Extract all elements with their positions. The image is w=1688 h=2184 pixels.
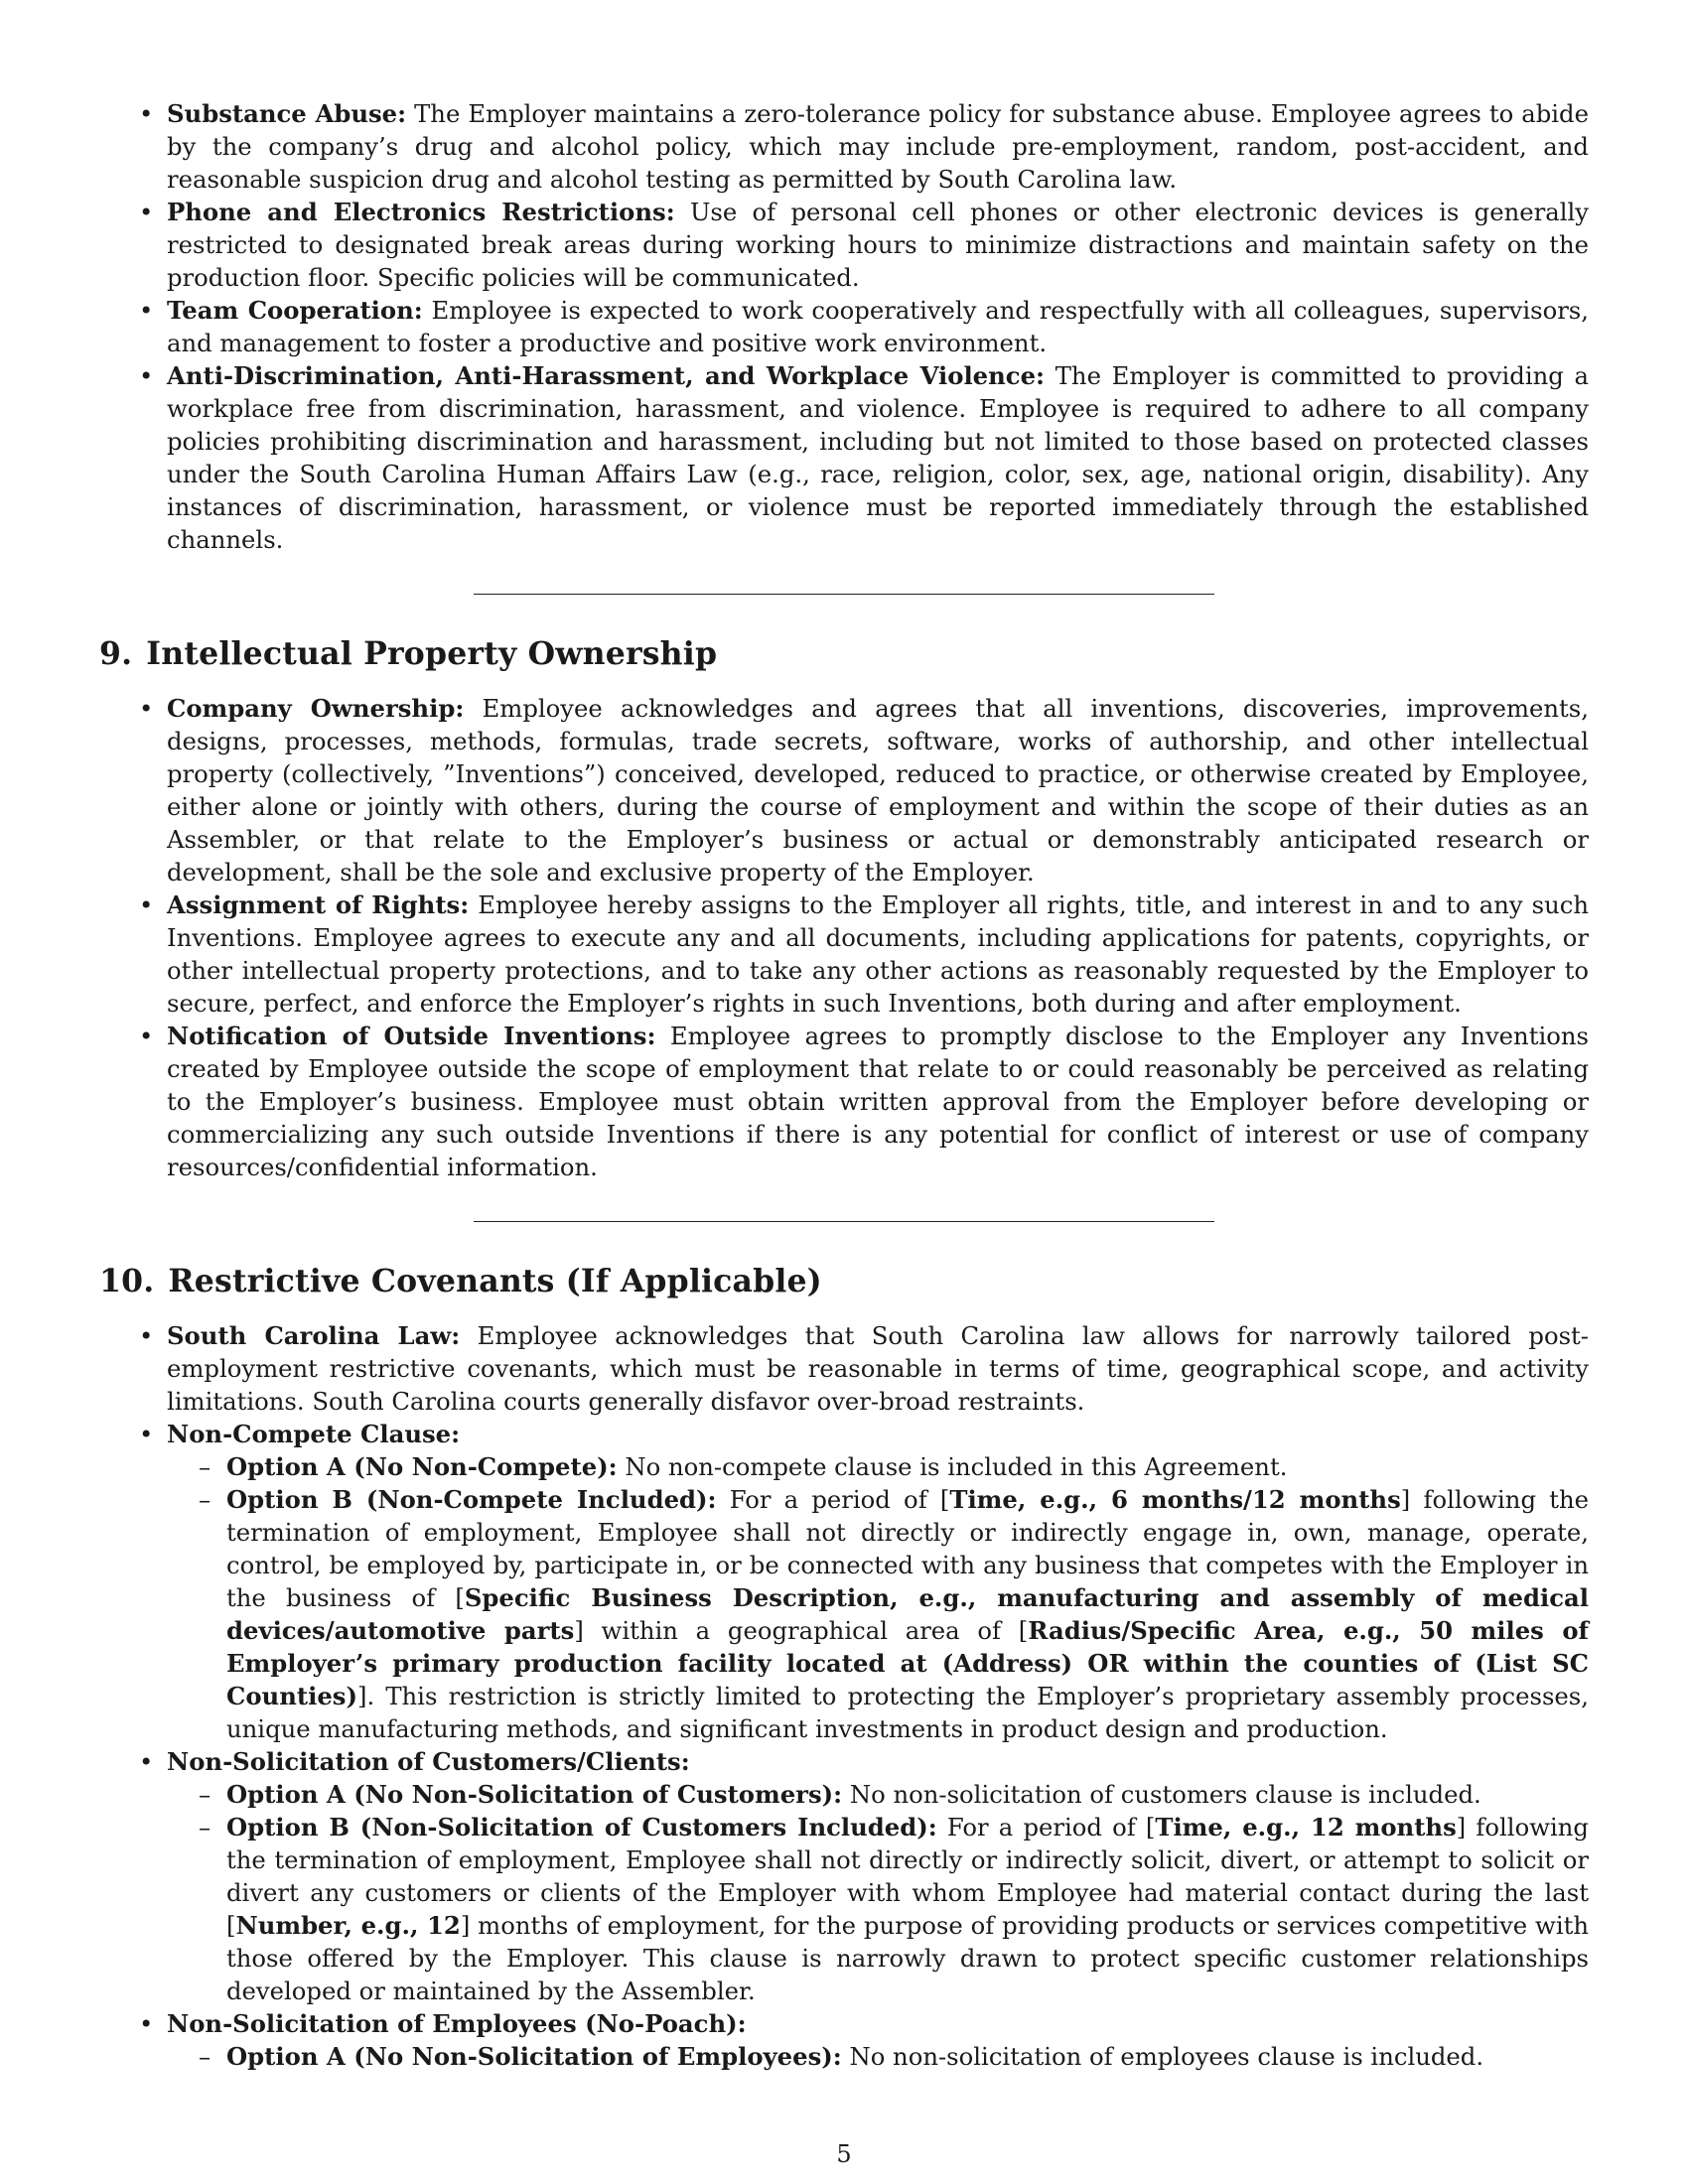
section-heading-10: 10. Restrictive Covenants (If Applicable) <box>99 1263 822 1299</box>
section-heading-9: 9. Intellectual Property Ownership <box>99 635 718 672</box>
conduct-policy-list <box>99 97 1589 556</box>
list-item: • Non-Solicitation of Employees (No-Poach): – Option A (No Non-Solicitation of Employees): No non-solicitation of employees clause is included. <box>167 2007 1589 2073</box>
employee-non-solicit-options <box>167 2040 1589 2073</box>
sub-list-item: – Option B (Non-Compete Included): For a period of [Time, e.g., 6 months/12 months] following the termination of employment, Employee shall not directly or indirectly engage in, own, manage, operate, control, be employed by, participate in, or be connected with any business that competes with the Employer in the business of [Specific Business Description, e.g., manufacturing and assembly of medical devices/automotive parts] within a geographical area of [Radius/Specific Area, e.g., 50 miles of Employer’s primary production facility located at (Address) OR within the counties of (List SC Counties)]. This restriction is strictly limited to protecting the Employer’s proprietary assembly processes, unique manufacturing methods, and significant investments in product design and production. <box>226 1483 1589 1745</box>
section-divider <box>474 594 1214 595</box>
list-item: • Substance Abuse: The Employer maintains a zero-tolerance policy for substance abuse. Employee agrees to abide by the company’s drug and alcohol policy, which may include pre-employment, random, post-accident, and reasonable suspicion drug and alcohol testing as permitted by South Carolina law. <box>167 97 1589 196</box>
list-item: • Notification of Outside Inventions: Employee agrees to promptly disclose to the Employer any Inventions created by Employee outside the scope of employment that relate to or could reasonably be perceived as relating to the Employer’s business. Employee must obtain written approval from the Employer before developing or commercializing any such outside Inventions if there is any potential for conflict of interest or use of company resources/confidential information. <box>167 1020 1589 1183</box>
ip-ownership-list <box>99 692 1589 1183</box>
non-compete-options <box>167 1450 1589 1745</box>
list-item: • South Carolina Law: Employee acknowledges that South Carolina law allows for narrowly tailored post-employment restrictive covenants, which must be reasonable in terms of time, geographical scope, and activity limitations. South Carolina courts generally disfavor over-broad restraints. <box>167 1319 1589 1418</box>
page-content <box>99 97 1589 2073</box>
section-divider <box>474 1221 1214 1222</box>
customer-non-solicit-options <box>167 1778 1589 2007</box>
sub-list-item: – Option A (No Non-Solicitation of Employees): No non-solicitation of employees clause is included. <box>226 2040 1589 2073</box>
page-number: 5 <box>836 2140 852 2168</box>
list-item: • Phone and Electronics Restrictions: Use of personal cell phones or other electronic devices is generally restricted to designated break areas during working hours to minimize distractions and maintain safety on the production floor. Specific policies will be communicated. <box>167 196 1589 294</box>
list-item: • Company Ownership: Employee acknowledges and agrees that all inventions, discoveries, improvements, designs, processes, methods, formulas, trade secrets, software, works of authorship, and other intellectual property (collectively, ”Inventions”) conceived, developed, reduced to practice, or otherwise created by Employee, either alone or jointly with others, during the course of employment and within the scope of their duties as an Assembler, or that relate to the Employer’s business or actual or demonstrably anticipated research or development, shall be the sole and exclusive property of the Employer. <box>167 692 1589 888</box>
sub-list-item: – Option B (Non-Solicitation of Customers Included): For a period of [Time, e.g., 12 months] following the termination of employment, Employee shall not directly or indirectly solicit, divert, or attempt to solicit or divert any customers or clients of the Employer with whom Employee had material contact during the last [Number, e.g., 12] months of employment, for the purpose of providing products or services competitive with those offered by the Employer. This clause is narrowly drawn to protect specific customer relationships developed or maintained by the Assembler. <box>226 1811 1589 2007</box>
list-item: • Assignment of Rights: Employee hereby assigns to the Employer all rights, title, and interest in and to any such Inventions. Employee agrees to execute any and all documents, including applications for patents, copyrights, or other intellectual property protections, and to take any other actions as reasonably requested by the Employer to secure, perfect, and enforce the Employer’s rights in such Inventions, both during and after employment. <box>167 888 1589 1020</box>
sub-list-item: – Option A (No Non-Compete): No non-compete clause is included in this Agreement. <box>226 1450 1589 1483</box>
list-item: • Non-Compete Clause: – Option A (No Non-Compete): No non-compete clause is included in this Agreement. – Option B (Non-Compete Included): For a period of [Time, e.g., 6 months/12 months] following the termination of employment, Employee shall not directly or indirectly engage in, own, manage, operate, control, be employed by, participate in, or be connected with any business that competes with the Employer in the business of [Specific Business Description, e.g., manufacturing and assembly of medical devices/automotive parts] within a geographical area of [Radius/Specific Area, e.g., 50 miles of Employer’s primary production facility located at (Address) OR within the counties of (List SC Counties)]. This restriction is strictly limited to protecting the Employer’s proprietary assembly processes, unique manufacturing methods, and significant investments in product design and production. <box>167 1418 1589 1745</box>
sub-list-item: – Option A (No Non-Solicitation of Customers): No non-solicitation of customers clause is included. <box>226 1778 1589 1811</box>
list-item: • Non-Solicitation of Customers/Clients: – Option A (No Non-Solicitation of Customers): No non-solicitation of customers clause is included. – Option B (Non-Solicitation of Customers Included): For a period of [Time, e.g., 12 months] following the termination of employment, Employee shall not directly or indirectly solicit, divert, or attempt to solicit or divert any customers or clients of the Employer with whom Employee had material contact during the last [Number, e.g., 12] months of employment, for the purpose of providing products or services competitive with those offered by the Employer. This clause is narrowly drawn to protect specific customer relationships developed or maintained by the Assembler. <box>167 1745 1589 2007</box>
list-item: • Team Cooperation: Employee is expected to work cooperatively and respectfully with all colleagues, supervisors, and management to foster a productive and positive work environment. <box>167 294 1589 359</box>
list-item: • Anti-Discrimination, Anti-Harassment, and Workplace Violence: The Employer is committed to providing a workplace free from discrimination, harassment, and violence. Employee is required to adhere to all company policies prohibiting discrimination and harassment, including but not limited to those based on protected classes under the South Carolina Human Affairs Law (e.g., race, religion, color, sex, age, national origin, disability). Any instances of discrimination, harassment, or violence must be reported immediately through the established channels. <box>167 359 1589 556</box>
restrictive-covenants-list <box>99 1319 1589 2073</box>
